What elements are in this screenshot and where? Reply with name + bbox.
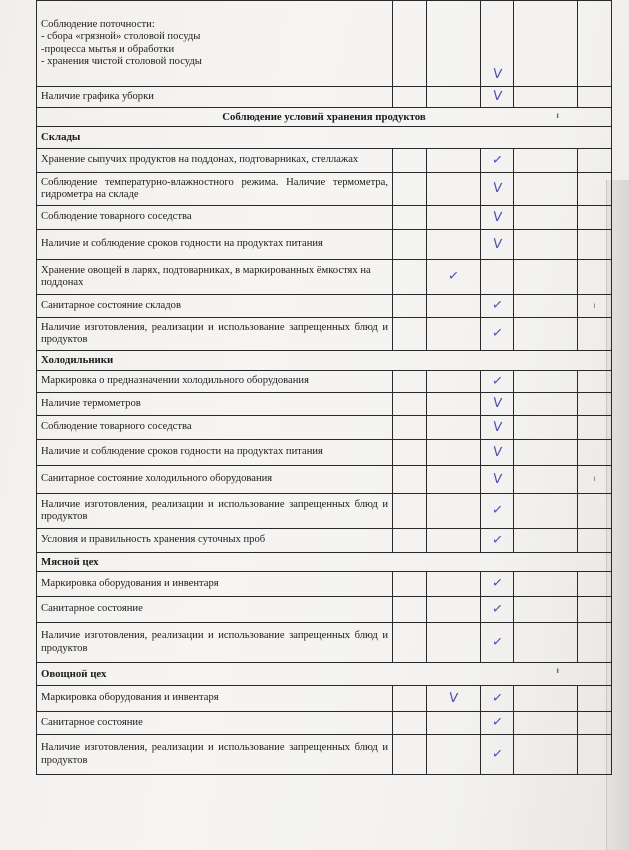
handwritten-check-mark: V — [491, 66, 503, 82]
mark-cell — [578, 371, 612, 393]
mark-cell — [514, 686, 578, 712]
mark-cell — [514, 318, 578, 351]
mark-cell — [393, 295, 427, 318]
mark-cell — [393, 318, 427, 351]
mark-cell — [393, 712, 427, 735]
checklist-row — [37, 686, 612, 712]
mark-cell — [393, 686, 427, 712]
mark-cell — [427, 206, 481, 230]
section-title: Соблюдение условий хранения продуктов — [222, 110, 426, 123]
mark-cell — [427, 572, 481, 597]
mark-cell — [427, 87, 481, 108]
mark-cell — [514, 173, 578, 206]
pen-tick-mark: ı — [556, 111, 559, 120]
mark-cell — [427, 494, 481, 529]
mark-cell — [481, 712, 514, 735]
mark-cell — [578, 597, 612, 623]
mark-cell — [393, 623, 427, 663]
group-title: Мясной цех — [41, 555, 99, 568]
mark-cell — [578, 529, 612, 553]
criterion-cell: Соблюдение температурно-влажностного режима. Наличие термометра, гидрометра на складе — [37, 173, 393, 206]
mark-cell — [481, 466, 514, 494]
criterion-cell: Маркировка о предназначении холодильного оборудования — [37, 371, 393, 393]
mark-cell — [514, 87, 578, 108]
mark-cell — [578, 87, 612, 108]
handwritten-check-mark: V — [491, 236, 503, 253]
mark-cell — [578, 494, 612, 529]
group-title: Склады — [41, 131, 81, 144]
criterion-cell: Соблюдение товарного соседства — [37, 206, 393, 230]
mark-cell — [427, 416, 481, 440]
mark-cell — [481, 686, 514, 712]
mark-cell — [514, 393, 578, 416]
handwritten-check-mark: ✓ — [490, 690, 504, 707]
mark-cell — [514, 494, 578, 529]
mark-cell — [393, 206, 427, 230]
group-title: Овощной цех — [41, 667, 107, 680]
criterion-line: -процесса мытья и обработки — [41, 43, 175, 55]
criterion-cell: Санитарное состояние холодильного оборудования — [37, 466, 393, 494]
mark-cell — [427, 735, 481, 775]
mark-cell — [393, 440, 427, 466]
mark-cell — [578, 149, 612, 173]
mark-cell — [481, 87, 514, 108]
criterion-cell: Санитарное состояние складов — [37, 295, 393, 318]
mark-cell — [578, 230, 612, 260]
mark-cell — [481, 529, 514, 553]
checklist-row — [37, 371, 612, 393]
handwritten-check-mark: V — [491, 180, 503, 197]
mark-cell — [393, 416, 427, 440]
checklist-row — [37, 597, 612, 623]
handwritten-check-mark: V — [491, 444, 503, 461]
checklist-row — [37, 440, 612, 466]
handwritten-check-mark: ✓ — [447, 268, 460, 285]
criterion-cell: Хранение сыпучих продуктов на поддонах, подтоварниках, стеллажах — [37, 149, 393, 173]
mark-cell — [393, 466, 427, 494]
mark-cell — [427, 529, 481, 553]
mark-cell — [427, 623, 481, 663]
checklist-row — [37, 466, 612, 494]
mark-cell — [481, 295, 514, 318]
mark-cell — [481, 260, 514, 295]
mark-cell — [514, 295, 578, 318]
mark-cell — [514, 466, 578, 494]
mark-cell — [481, 735, 514, 775]
handwritten-check-mark: ✓ — [490, 714, 504, 731]
mark-cell — [481, 1, 514, 87]
group-heading-row — [37, 127, 612, 149]
checklist-row — [37, 230, 612, 260]
checklist-row — [37, 260, 612, 295]
group-heading-row — [37, 351, 612, 371]
mark-cell — [514, 260, 578, 295]
mark-cell — [427, 295, 481, 318]
mark-cell — [427, 686, 481, 712]
mark-cell — [393, 149, 427, 173]
criterion-cell: Маркировка оборудования и инвентаря — [37, 686, 393, 712]
mark-cell — [427, 712, 481, 735]
criterion-cell: Санитарное состояние — [37, 712, 393, 735]
mark-cell — [578, 440, 612, 466]
checklist-row — [37, 494, 612, 529]
criterion-cell: Наличие и соблюдение сроков годности на продуктах питания — [37, 440, 393, 466]
mark-cell — [481, 371, 514, 393]
mark-cell — [514, 416, 578, 440]
mark-cell — [578, 318, 612, 351]
mark-cell — [393, 173, 427, 206]
handwritten-check-mark: ✓ — [490, 634, 504, 651]
mark-cell — [578, 206, 612, 230]
checklist-row — [37, 318, 612, 351]
criterion-cell: Наличие изготовления, реализации и использование запрещенных блюд и продуктов — [37, 494, 393, 529]
handwritten-check-mark: ✓ — [490, 373, 504, 390]
mark-cell — [578, 572, 612, 597]
mark-cell — [481, 623, 514, 663]
mark-cell — [481, 440, 514, 466]
criterion-cell: Наличие изготовления, реализации и использование запрещенных блюд и продуктов — [37, 735, 393, 775]
checklist-row — [37, 295, 612, 318]
section-heading-row — [37, 108, 612, 127]
mark-cell — [393, 393, 427, 416]
checklist-row — [37, 416, 612, 440]
pen-tick-mark: ı — [593, 474, 596, 484]
mark-cell — [393, 371, 427, 393]
checklist-row — [37, 572, 612, 597]
group-heading-row — [37, 553, 612, 572]
mark-cell — [427, 230, 481, 260]
handwritten-check-mark: ✓ — [490, 746, 504, 763]
checklist-row — [37, 712, 612, 735]
handwritten-check-mark: V — [491, 88, 503, 105]
checklist-row — [37, 393, 612, 416]
mark-cell — [578, 173, 612, 206]
mark-cell — [578, 686, 612, 712]
criterion-cell: Хранение овощей в ларях, подтоварниках, в маркированных ёмкостях на поддонах — [37, 260, 393, 295]
mark-cell — [481, 494, 514, 529]
mark-cell — [578, 260, 612, 295]
mark-cell — [481, 206, 514, 230]
mark-cell — [578, 416, 612, 440]
mark-cell — [481, 173, 514, 206]
criterion-cell: Наличие термометров — [37, 393, 393, 416]
checklist-row — [37, 623, 612, 663]
mark-cell — [393, 87, 427, 108]
handwritten-check-mark: V — [491, 419, 503, 436]
mark-cell — [393, 735, 427, 775]
mark-cell — [578, 735, 612, 775]
handwritten-check-mark: V — [491, 471, 503, 488]
handwritten-check-mark: V — [491, 209, 503, 226]
mark-cell — [514, 597, 578, 623]
mark-cell — [481, 318, 514, 351]
pen-tick-mark: ı — [556, 666, 559, 675]
mark-cell — [427, 318, 481, 351]
criterion-cell: Соблюдение товарного соседства — [37, 416, 393, 440]
criterion-cell: Наличие и соблюдение сроков годности на продуктах питания — [37, 230, 393, 260]
criterion-line: - сбора «грязной» столовой посуды — [41, 31, 201, 42]
mark-cell — [514, 149, 578, 173]
mark-cell — [427, 466, 481, 494]
mark-cell — [481, 230, 514, 260]
mark-cell — [514, 1, 578, 87]
checklist-row — [37, 1, 612, 87]
mark-cell — [514, 230, 578, 260]
mark-cell — [578, 393, 612, 416]
criterion-cell: Наличие изготовления, реализации и использование запрещенных блюд и продуктов — [37, 623, 393, 663]
mark-cell — [393, 572, 427, 597]
mark-cell — [427, 597, 481, 623]
checklist-row — [37, 173, 612, 206]
group-heading-row — [37, 663, 612, 686]
mark-cell — [481, 149, 514, 173]
criterion-cell: Наличие графика уборки — [37, 87, 393, 108]
group-title: Холодильники — [41, 354, 114, 367]
mark-cell — [514, 371, 578, 393]
checklist-row — [37, 735, 612, 775]
handwritten-check-mark: ✓ — [490, 152, 504, 169]
mark-cell — [427, 393, 481, 416]
mark-cell — [578, 1, 612, 87]
mark-cell — [514, 623, 578, 663]
mark-cell — [481, 393, 514, 416]
mark-cell — [427, 260, 481, 295]
handwritten-check-mark: ✓ — [490, 601, 504, 618]
handwritten-check-mark: ✓ — [490, 575, 504, 592]
inspection-checklist-table — [36, 0, 612, 775]
handwritten-check-mark: ✓ — [490, 297, 504, 314]
handwritten-check-mark: V — [491, 395, 503, 412]
mark-cell — [427, 371, 481, 393]
mark-cell — [393, 1, 427, 87]
mark-cell — [578, 623, 612, 663]
criterion-cell: Санитарное состояние — [37, 597, 393, 623]
handwritten-check-mark: ✓ — [490, 502, 504, 519]
mark-cell — [481, 416, 514, 440]
mark-cell — [481, 572, 514, 597]
checklist-row — [37, 529, 612, 553]
mark-cell — [578, 712, 612, 735]
mark-cell — [481, 597, 514, 623]
mark-cell — [514, 735, 578, 775]
handwritten-check-mark: V — [448, 690, 459, 707]
mark-cell — [393, 597, 427, 623]
mark-cell — [427, 149, 481, 173]
handwritten-check-mark: ✓ — [490, 325, 504, 342]
mark-cell — [514, 206, 578, 230]
mark-cell — [578, 295, 612, 318]
criterion-cell: Условия и правильность хранения суточных проб — [37, 529, 393, 553]
mark-cell — [514, 712, 578, 735]
mark-cell — [393, 494, 427, 529]
mark-cell — [514, 529, 578, 553]
checklist-row — [37, 87, 612, 108]
pen-tick-mark: ı — [593, 300, 596, 310]
criterion-line: Соблюдение поточности: — [41, 18, 155, 30]
criterion-cell: Наличие изготовления, реализации и использование запрещенных блюд и продуктов — [37, 318, 393, 351]
criterion-cell — [37, 1, 393, 87]
mark-cell — [393, 230, 427, 260]
handwritten-check-mark: ✓ — [490, 532, 504, 549]
mark-cell — [393, 260, 427, 295]
mark-cell — [427, 1, 481, 87]
checklist-row — [37, 149, 612, 173]
checklist-row — [37, 206, 612, 230]
mark-cell — [578, 466, 612, 494]
criterion-line: - хранения чистой столовой посуды — [41, 56, 202, 67]
mark-cell — [393, 529, 427, 553]
mark-cell — [514, 572, 578, 597]
mark-cell — [514, 440, 578, 466]
criterion-cell: Маркировка оборудования и инвентаря — [37, 572, 393, 597]
mark-cell — [427, 440, 481, 466]
mark-cell — [427, 173, 481, 206]
